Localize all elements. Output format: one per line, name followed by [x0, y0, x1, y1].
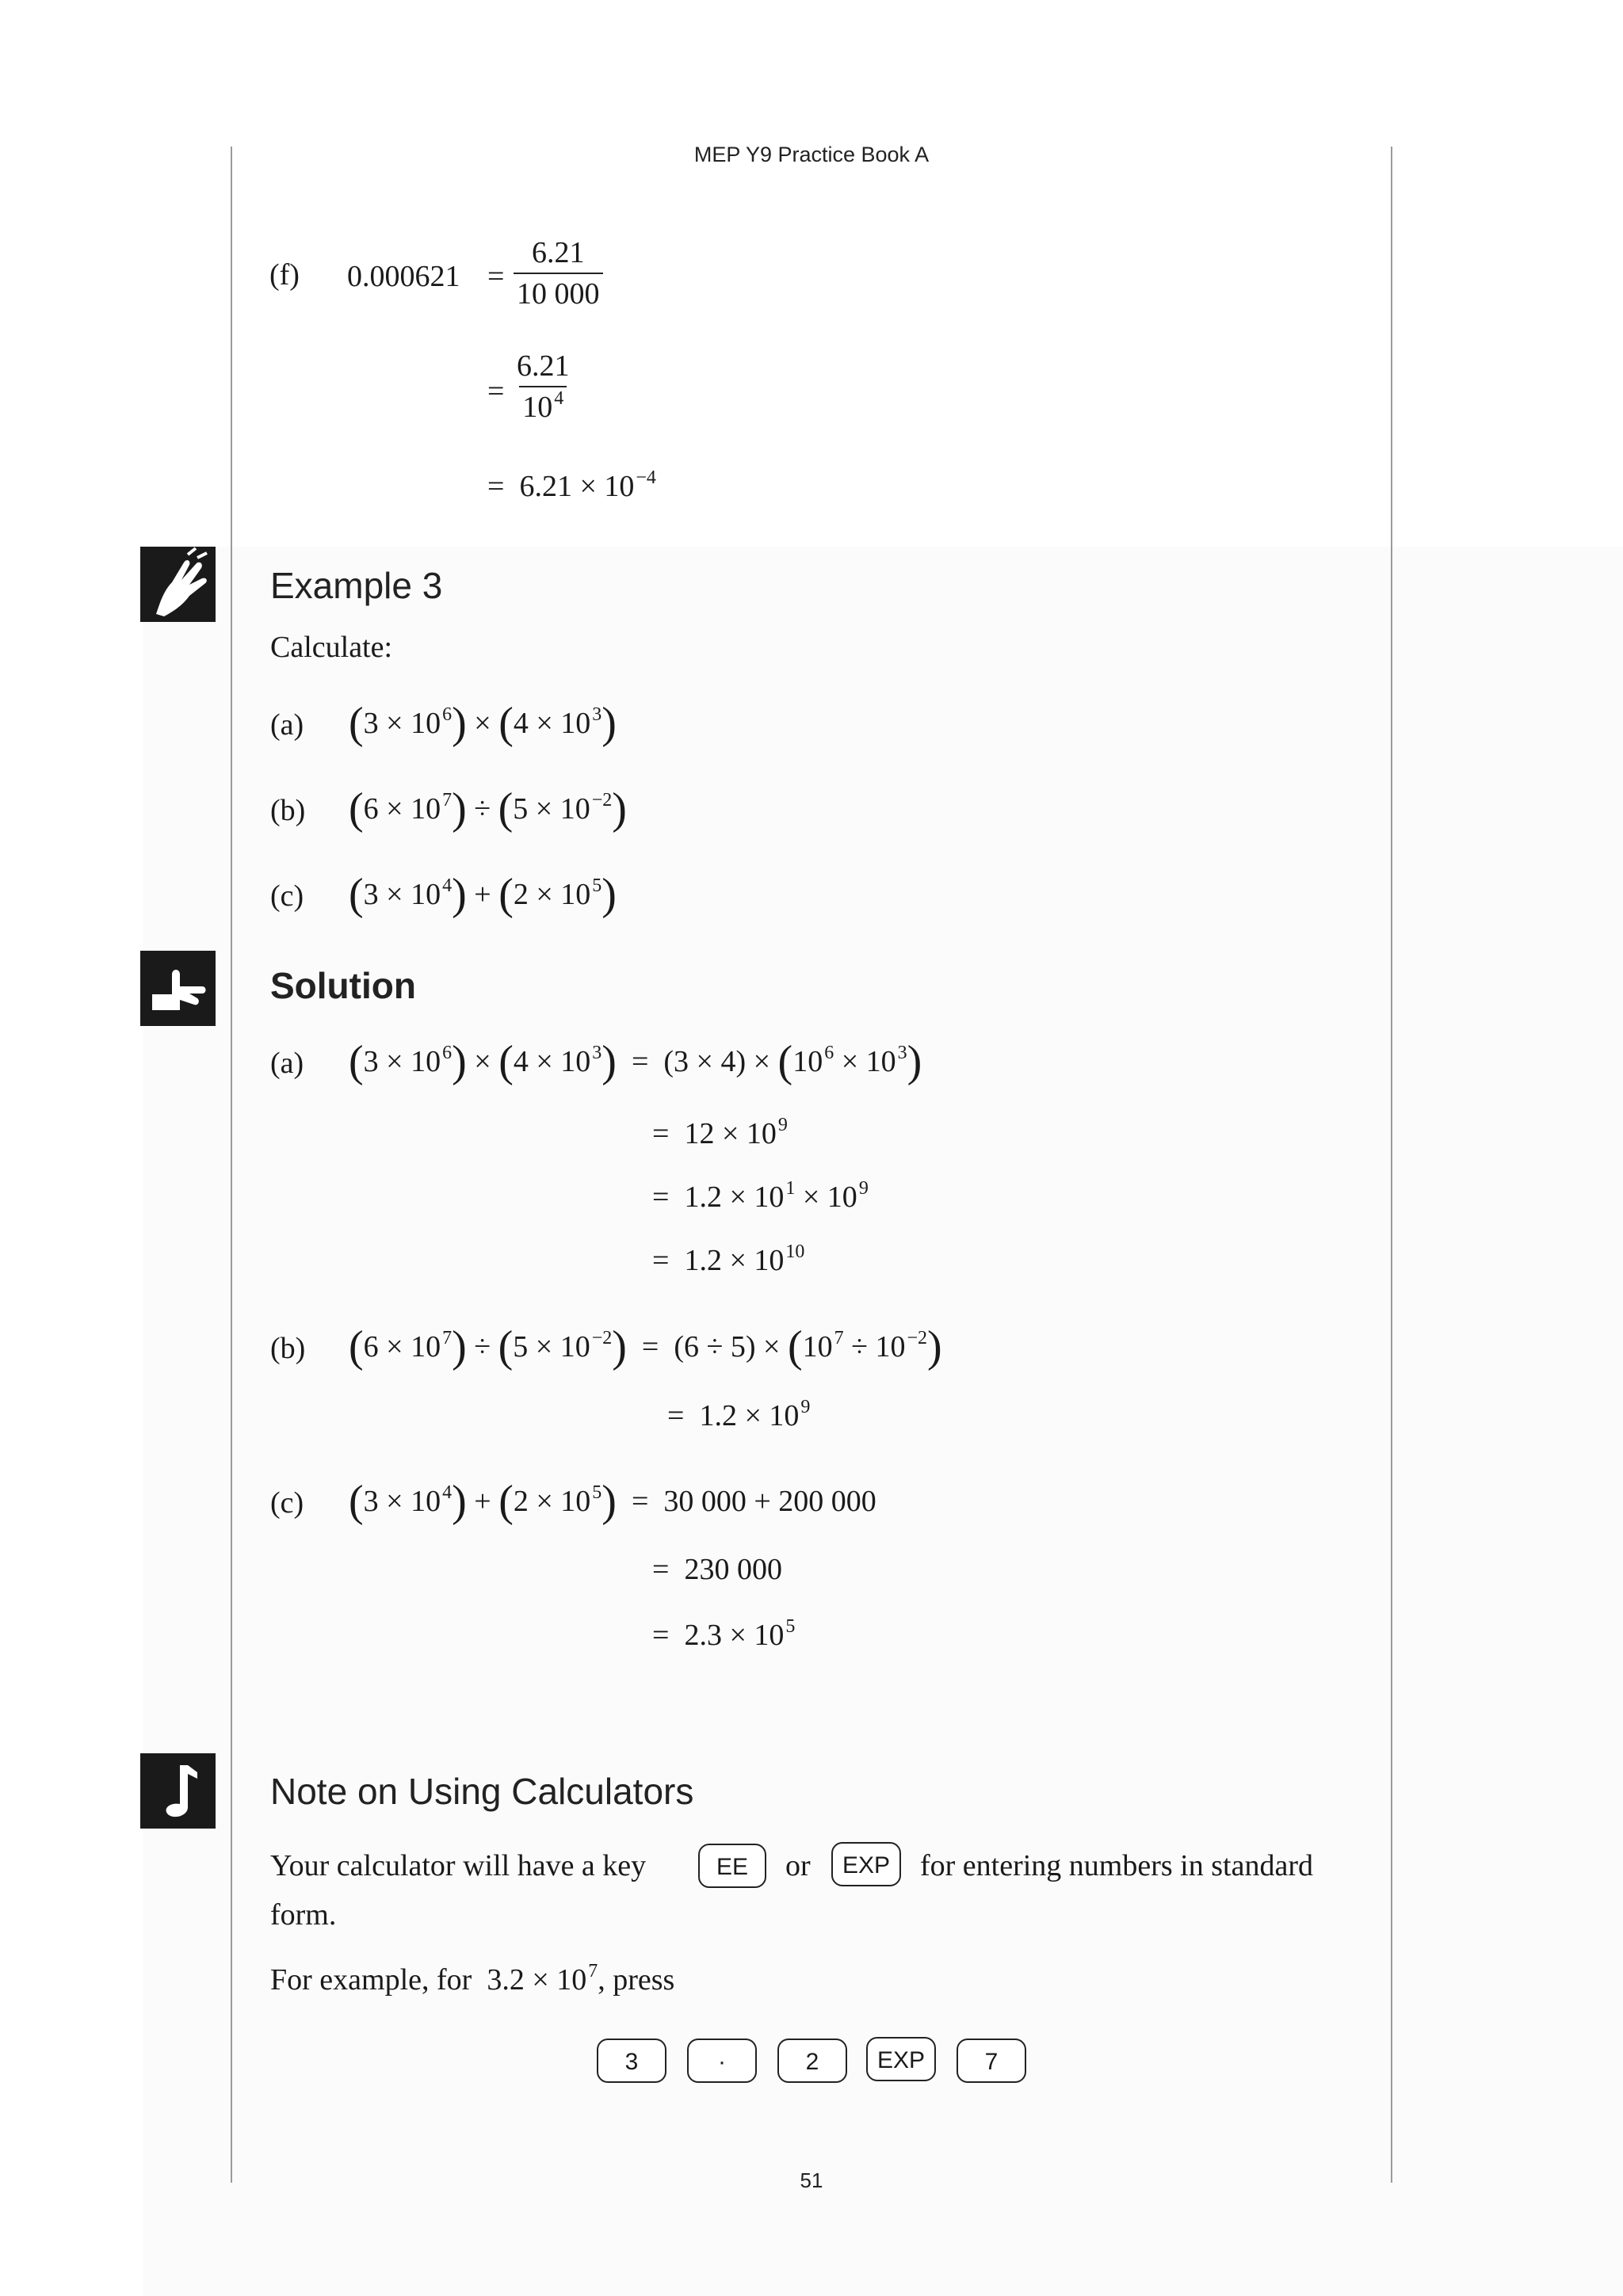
solution-a-line1: $(3 \times 10^6) \times (4 \times 10^3) = (3 \times 4) \times (10^6 \times 10^3)$ [349, 1037, 922, 1086]
solution-a-line2: = $12 \times 10^9$ [652, 1115, 788, 1150]
example-c-expression: $(3 \times 10^4) + (2 \times 10^5)$ [349, 870, 617, 919]
note-line1-start: Your calculator will have a key [270, 1849, 647, 1882]
example-a-label: (a) [270, 708, 304, 742]
thumbs-up-hand-icon [140, 951, 216, 1026]
left-margin-rule [231, 147, 232, 2183]
note-title: Note on Using Calculators [270, 1771, 694, 1812]
solution-c-line3: = $2.3 \times 10^5$ [652, 1616, 796, 1652]
part-f-value: 0.000621 [347, 260, 460, 293]
solution-b-line2: = $1.2 \times 10^9$ [667, 1397, 811, 1432]
example-b-expression: $(6 \times 10^7) \div (5 \times 10^{-2})$ [349, 784, 627, 833]
solution-title: Solution [270, 965, 416, 1006]
fraction-1-denominator: 10 000 [514, 273, 603, 309]
fraction-1-numerator: 6.21 [532, 236, 585, 269]
example-c-label: (c) [270, 879, 304, 913]
part-f-label: (f) [269, 258, 300, 292]
example-a-expression: $(3 \times 10^6) \times (4 \times 10^3)$ [349, 699, 617, 748]
fraction-2 [514, 351, 573, 422]
example-prompt: Calculate: [270, 631, 393, 664]
equals-sign: = [487, 260, 505, 293]
key-exp: EXP [866, 2037, 936, 2081]
solution-c-line2: = 230 000 [652, 1553, 782, 1586]
key-2: 2 [777, 2039, 847, 2083]
solution-b-label: (b) [270, 1332, 306, 1365]
solution-a-line4: = $1.2 \times 10^{10}$ [652, 1241, 805, 1277]
right-margin-rule [1391, 147, 1392, 2183]
note-line2: form. [270, 1898, 337, 1932]
running-header: MEP Y9 Practice Book A [693, 143, 930, 166]
fraction-2-denominator: $10^4$ [519, 386, 567, 422]
solution-c-label: (c) [270, 1486, 304, 1520]
fraction-2-numerator: 6.21 [517, 349, 570, 383]
note-line1-or: or [785, 1849, 811, 1882]
solution-a-line3: = $1.2 \times 10^1 \times 10^9$ [652, 1178, 869, 1214]
part-f-result: = $6.21 \times 10^{-4}$ [487, 467, 656, 503]
key-7: 7 [957, 2039, 1026, 2083]
solution-c-line1: $(3 \times 10^4) + (2 \times 10^5) = 30$ 000 + 200 000 [349, 1477, 876, 1526]
key-decimal-point: · [687, 2039, 757, 2083]
example-b-label: (b) [270, 794, 306, 827]
pointing-hand-icon [140, 547, 216, 622]
equals-sign: = [487, 375, 505, 408]
note-example-line: For example, for $3.2 \times 10^7$, press [270, 1961, 675, 1997]
ee-key: EE [698, 1844, 766, 1888]
solution-a-label: (a) [270, 1047, 304, 1080]
page-number: 51 [800, 2168, 823, 2192]
fraction-1 [514, 238, 603, 309]
key-3: 3 [597, 2039, 666, 2083]
example-title: Example 3 [270, 565, 443, 606]
note-line1-end: for entering numbers in standard [920, 1849, 1313, 1882]
exp-key: EXP [831, 1842, 901, 1886]
music-note-icon [140, 1753, 216, 1829]
solution-b-line1: $(6 \times 10^7) \div (5 \times 10^{-2}) = (6 \div 5) \times (10^7 \div 10^{-2})$ [349, 1322, 942, 1371]
